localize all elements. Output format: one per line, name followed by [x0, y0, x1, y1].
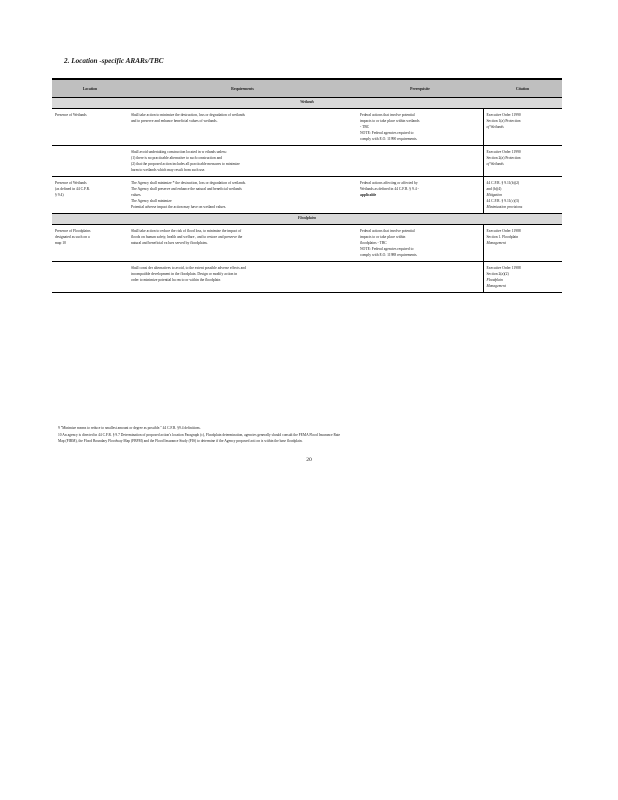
requirements-text-line: incompatible development in the floodplain. Design or modify action in — [131, 272, 238, 276]
requirements-text-line: natural and beneficial va lues served by floodplains. — [131, 241, 208, 245]
section-title: Wetlands — [52, 98, 562, 109]
header-citation: Citation — [483, 79, 562, 98]
prerequisite-text-line: floodplains - TBC — [360, 241, 387, 245]
location-cell — [52, 146, 128, 177]
citation-cell — [483, 109, 562, 146]
location-text-line: (as defined in 44 C.F.R. — [55, 187, 91, 191]
prerequisite-text-line: Federal actions that involve potential — [360, 229, 415, 233]
location-text-line: designated as such on a — [55, 235, 90, 239]
location-cell — [52, 177, 128, 214]
requirements-text-line: and to preserve and enhance beneficial values of wetlands. — [131, 119, 218, 123]
footnote-10-continued: Map (FIRM), the Flood Boundary Floodway Map (FBFM) and the Flood Insurance Study (FIS) to determine if the Agency proposed acti on is within the base floodplain. — [58, 439, 303, 443]
prerequisite-text-line: - TBC — [360, 125, 370, 129]
requirements-cell — [128, 177, 357, 214]
prerequisite-text-line: NOTE: Federal agencies required to — [360, 247, 414, 251]
section-row-wetlands — [52, 98, 562, 109]
prerequisite-text-line: applicable — [360, 193, 377, 197]
citation-text-line: Executive Order 11988 — [486, 266, 521, 270]
prerequisite-text-line: comply with E.O. 11988 requirements. — [360, 253, 418, 257]
citation-text-line: Floodplain — [486, 278, 503, 282]
citation-text-line: and (b)(4) — [486, 187, 502, 191]
table-row — [52, 146, 562, 177]
table-row — [52, 177, 562, 214]
citation-text-line: Executive Order 11990 — [486, 150, 521, 154]
prerequisite-text-line: Federal actions affecting or affected by — [360, 181, 418, 185]
prerequisite-text-line: NOTE: Federal agencies required to — [360, 131, 414, 135]
citation-cell — [483, 262, 562, 293]
requirements-text-line: order to minimize potential ha rm to or within the floodplain — [131, 278, 221, 282]
location-text-line: Presence of Wetlands — [55, 181, 87, 185]
prerequisite-cell — [357, 225, 483, 262]
prerequisite-text-line: impacts to or take place within — [360, 235, 406, 239]
requirements-cell — [128, 109, 357, 146]
requirements-text-line: harm to wetlands which may result from such use. — [131, 168, 206, 172]
footnote-10: 10 An agency is directed in 44 C.F.R. § 9.7 Determination of proposed action's location Paragraph (c), Floodplain determination, agencies generally should consult the FEMA Flood Insurance Rate — [58, 432, 341, 437]
prerequisite-cell — [357, 109, 483, 146]
location-cell — [52, 262, 128, 293]
citation-text-line: Executive Order 11988 — [486, 229, 521, 233]
citation-text-line: Section 1(a) Protection — [486, 119, 521, 123]
prerequisite-text-line: Federal actions that involve potential — [360, 113, 415, 117]
citation-cell — [483, 225, 562, 262]
table-row — [52, 225, 562, 262]
footnotes — [58, 425, 562, 445]
header-requirements: Requirements — [128, 79, 357, 98]
citation-cell — [483, 177, 562, 214]
table-body — [52, 98, 562, 293]
prerequisite-cell — [357, 146, 483, 177]
citation-text-line: 44 C.F.R. § 9.11(b)(2) — [486, 181, 520, 185]
requirements-text-line: Shall take action to minimize the destruction, loss or degradation of wetlands — [131, 113, 245, 117]
prerequisite-cell — [357, 262, 483, 293]
arars-table — [52, 78, 562, 293]
location-text-line: Presence of Wetlands — [55, 113, 87, 117]
requirements-cell — [128, 225, 357, 262]
prerequisite-cell — [357, 177, 483, 214]
prerequisite-text-line: comply with E.O. 11990 requirements. — [360, 137, 418, 141]
section-title: Floodplains — [52, 214, 562, 225]
requirements-text-line: Shall avoid undertaking construction located in w etlands unless: — [131, 150, 227, 154]
footnote-9: 9 "Minimize means to reduce to smallest amount or degree as possible." 44 C.F.R. §9.4 definitions. — [58, 426, 201, 430]
page-number: 20 — [306, 457, 312, 463]
requirements-text-line: floods on human safety, health and welfare , and to restore and preserve the — [131, 235, 243, 239]
citation-text-line: Mitigation — [486, 193, 503, 197]
table-header-row — [52, 79, 562, 98]
location-cell — [52, 225, 128, 262]
requirements-text-line: Shall consi der alternatives to avoid, to the extent possible adverse effects and — [131, 266, 246, 270]
location-text-line: Presence of Floodplains — [55, 229, 91, 233]
table-row — [52, 109, 562, 146]
citation-cell — [483, 146, 562, 177]
header-prerequisite: Prerequisite — [357, 79, 483, 98]
location-text-line: map 10 — [55, 241, 66, 245]
requirements-cell — [128, 262, 357, 293]
requirements-text-line: (2) that the proposed action includes all practicable measures to minimize — [131, 162, 240, 166]
requirements-text-line: The Agency shall minimize * the destruction, loss or degradation of wetlands. — [131, 181, 247, 185]
section-row-floodplains — [52, 214, 562, 225]
citation-text-line: of Wetlands — [486, 125, 504, 129]
citation-text-line: Section 1. Floodplain — [486, 235, 519, 239]
requirements-text-line: Potential adverse impact the action may have on wetland values. — [131, 205, 227, 209]
table-row — [52, 262, 562, 293]
requirements-text-line: (1) there is no practicable alternative to such construction and — [131, 156, 223, 160]
citation-text-line: 44 C.F.R. § 9.11(c)(3) — [486, 199, 519, 203]
citation-text-line: Section 2(a) Protection — [486, 156, 521, 160]
citation-text-line: Minimization provisions — [486, 205, 523, 209]
citation-text-line: Executive Order 11990 — [486, 113, 521, 117]
prerequisite-text-line: impacts to or take place within wetlands — [360, 119, 420, 123]
requirements-text-line: Shall take action to reduce the risk of flood loss, to minimize the impact of — [131, 229, 242, 233]
location-cell — [52, 109, 128, 146]
citation-text-line: of Wetlands — [486, 162, 504, 166]
prerequisite-text-line: Wetlands as defined in 44 C.F.R. § 9.4 - — [360, 187, 419, 191]
page-heading: 2. Location -specific ARARs/TBC — [64, 57, 164, 65]
requirements-cell — [128, 146, 357, 177]
requirements-text-line: The Agency shall preserve and enhance the natural and beneficial wetlands — [131, 187, 242, 191]
citation-text-line: Management — [486, 241, 506, 245]
requirements-text-line: values. — [131, 193, 142, 197]
header-location: Location — [52, 79, 128, 98]
requirements-text-line: The Agency shall minimize — [131, 199, 172, 203]
citation-text-line: Management — [486, 284, 506, 288]
citation-text-line: Section 2(a)(2) — [486, 272, 509, 276]
location-text-line: § 9.4) — [55, 193, 64, 197]
